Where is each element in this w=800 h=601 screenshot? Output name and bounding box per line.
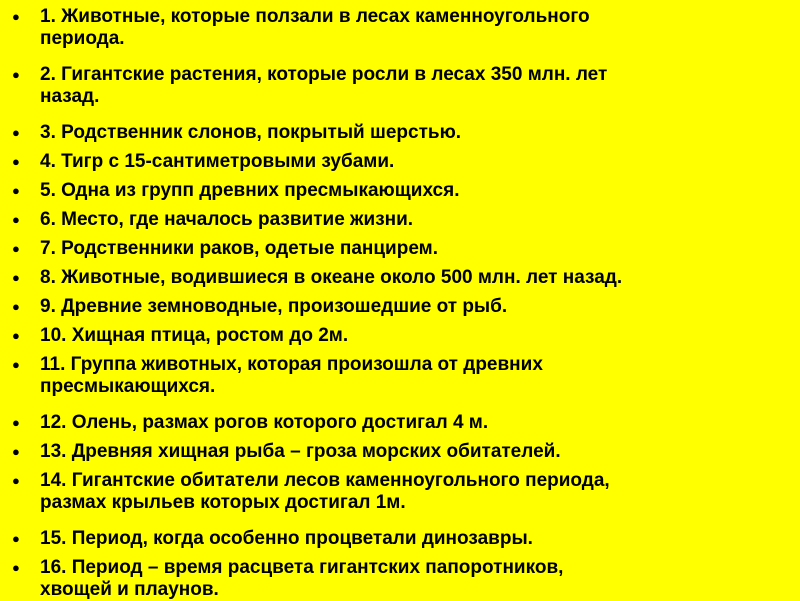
bullet-icon: ● — [12, 299, 20, 314]
text-line: 3. Родственник слонов, покрытый шерстью. — [40, 122, 462, 143]
text-line: 14. Гигантские обитатели лесов каменноугольного периода, — [40, 470, 610, 491]
text-line: назад. — [40, 86, 100, 107]
question-text — [40, 238, 795, 260]
question-text — [40, 528, 795, 550]
bullet-icon: ● — [12, 473, 20, 488]
question-text — [40, 180, 795, 202]
text-line: 16. Период – время расцвета гигантских папоротников, — [40, 557, 564, 578]
bullet-icon: ● — [12, 270, 20, 285]
text-line: 11. Группа животных, которая произошла от древних — [40, 354, 543, 375]
text-line: 12. Олень, размах рогов которого достигал 4 м. — [40, 412, 489, 433]
text-line: 1. Животные, которые ползали в лесах каменноугольного — [40, 6, 590, 27]
bullet-icon: ● — [12, 560, 20, 575]
text-line: размах крыльев которых достигал 1м. — [40, 492, 406, 513]
text-line: пресмыкающихся. — [40, 376, 216, 397]
question-text — [40, 6, 795, 50]
question-text — [40, 64, 795, 108]
bullet-icon: ● — [12, 212, 20, 227]
text-line: 15. Период, когда особенно процветали динозавры. — [40, 528, 533, 549]
bullet-icon: ● — [12, 125, 20, 140]
text-line: 6. Место, где началось развитие жизни. — [40, 209, 414, 230]
bullet-icon: ● — [12, 328, 20, 343]
bullet-icon: ● — [12, 241, 20, 256]
bullet-icon: ● — [12, 444, 20, 459]
question-text — [40, 122, 795, 144]
text-line: 10. Хищная птица, ростом до 2м. — [40, 325, 349, 346]
question-text — [40, 325, 795, 347]
question-text — [40, 412, 795, 434]
question-text — [40, 267, 795, 289]
text-line: 4. Тигр с 15-сантиметровыми зубами. — [40, 151, 395, 172]
question-text — [40, 209, 795, 231]
question-text — [40, 354, 795, 398]
text-line: 13. Древняя хищная рыба – гроза морских обитателей. — [40, 441, 561, 462]
bullet-icon: ● — [12, 531, 20, 546]
question-text — [40, 151, 795, 173]
text-line: 2. Гигантские растения, которые росли в лесах 350 млн. лет — [40, 64, 608, 85]
text-line: 9. Древние земноводные, произошедшие от рыб. — [40, 296, 508, 317]
bullet-icon: ● — [12, 183, 20, 198]
text-line: 7. Родственники раков, одетые панцирем. — [40, 238, 438, 259]
bullet-icon: ● — [12, 67, 20, 82]
question-text — [40, 441, 795, 463]
bullet-icon: ● — [12, 415, 20, 430]
bullet-icon: ● — [12, 154, 20, 169]
bullet-icon: ● — [12, 9, 20, 24]
text-line: периода. — [40, 28, 125, 49]
bullet-icon: ● — [12, 357, 20, 372]
question-text — [40, 296, 795, 318]
text-line: 5. Одна из групп древних пресмыкающихся. — [40, 180, 460, 201]
text-line: 8. Животные, водившиеся в океане около 500 млн. лет назад. — [40, 267, 623, 288]
text-line: хвощей и плаунов. — [40, 579, 219, 600]
question-text — [40, 470, 795, 514]
question-text — [40, 557, 795, 601]
